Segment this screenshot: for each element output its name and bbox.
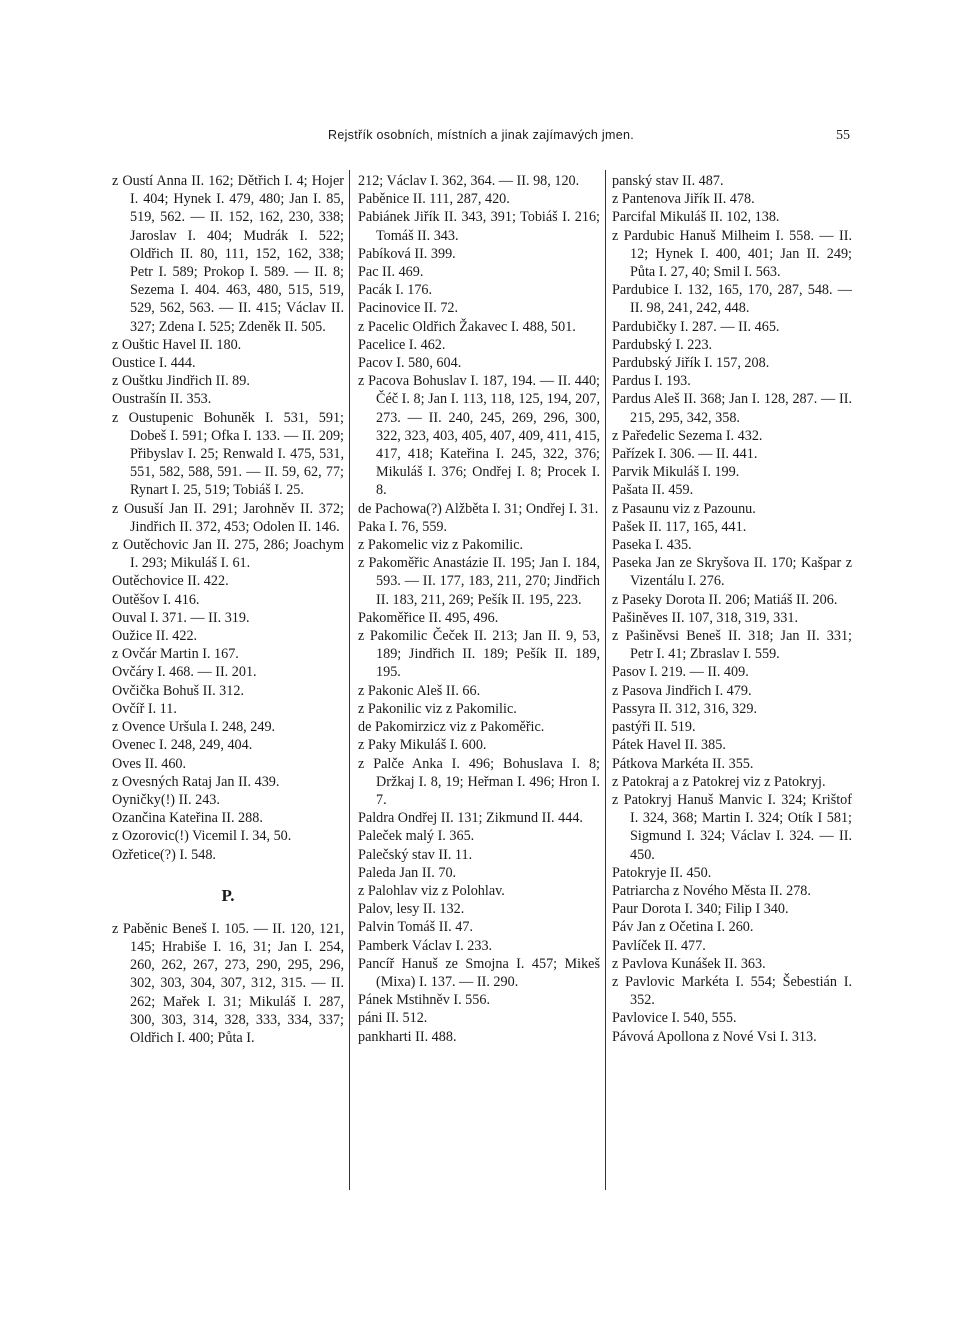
index-entry: z Pakoměřic Anastázie II. 195; Jan I. 184, 593. — II. 177, 183, 211, 270; Jindřich II. 183, 211, 269; Pešík II. 195, 223. [358,555,600,608]
index-entry: Outěchovice II. 422. [112,573,229,590]
index-entry: z Pacova Bohuslav I. 187, 194. — II. 440; Čéč I. 8; Jan I. 113, 118, 125, 194, 207, 273. — II. 240, 245, 269, 296, 300, 322, 323, 403, 405, 407, 409, 411, 415, 417, 418; Kateřina I. 245, 322, 376; Mikuláš I. 376; Ondřej I. 8; Procek I. 8. [358,373,600,499]
index-entry: Paseka Jan ze Skryšova II. 170; Kašpar z Vizentálu I. 276. [612,555,852,590]
index-entry: Pašek II. 117, 165, 441. [612,518,747,535]
index-entry: z Palče Anka I. 496; Bohuslava I. 8; Držkaj I. 8, 19; Heřman I. 496; Hron I. 7. [358,755,600,808]
index-entry: Paldra Ondřej II. 131; Zikmund II. 444. [358,810,583,827]
index-entry: Pátek Havel II. 385. [612,737,726,754]
index-entry: z Ovence Uršula I. 248, 249. [112,719,276,736]
index-entry: z Pařeđelic Sezema I. 432. [612,427,763,444]
index-entry: pankharti II. 488. [358,1028,457,1045]
index-entry: Oustrašín II. 353. [112,391,212,408]
index-column-1 [112,172,344,1047]
index-entry: Palvin Tomáš II. 47. [358,919,473,936]
index-entry: Ovenec I. 248, 249, 404. [112,737,253,754]
index-entry: Ozřetice(?) I. 548. [112,846,216,863]
index-entry: z Pakonic Aleš II. 66. [358,682,481,699]
index-entry: Patokryje II. 450. [612,864,712,881]
index-entry: z Pašiněvsi Beneš II. 318; Jan II. 331; Petr I. 41; Zbraslav I. 559. [612,628,852,663]
index-entry: de Pakomirzicz viz z Pakoměřic. [358,719,545,736]
index-entry: z Pantenova Jiřík II. 478. [612,191,755,208]
index-entry: Ovčička Bohuš II. 312. [112,682,244,699]
index-entry: z Pakomelic viz z Pakomilic. [358,537,524,554]
index-entry: Paleček malý I. 365. [358,828,475,845]
index-entry: Pardubský Jiřík I. 157, 208. [612,355,770,372]
index-entry: Palečský stav II. 11. [358,846,473,863]
index-entry: Pašata II. 459. [612,482,694,499]
index-entry: Oužice II. 422. [112,628,198,645]
index-entry: Pařízek I. 306. — II. 441. [612,446,758,463]
index-entry: Pacák I. 176. [358,282,433,299]
index-entry: z Palohlav viz z Polohlav. [358,882,505,899]
index-entry: z Oustí Anna II. 162; Dětřich I. 4; Hojer I. 404; Hynek I. 479, 480; Jan I. 85, 519, 562. — II. 152, 162, 230, 338; Jaroslav I. 404; Mudrák I. 522; Oldřich II. 80, 111, 152, 162, 338; Petr I. 589; Prokop I. 589. — II. 8; Sezema I. 404. 463, 480, 515, 519, 529, 562, 563. — II. 415; Václav II. 327; Zdena I. 525; Zdeněk II. 505. [112,173,344,335]
index-entry: z Ousuší Jan II. 291; Jarohněv II. 372; Jindřich II. 372, 453; Odolen II. 146. [112,500,344,535]
index-entry: Pamberk Václav I. 233. [358,937,493,954]
index-entry: Passyra II. 312, 316, 329. [612,700,758,717]
index-entry: Pardubice I. 132, 165, 170, 287, 548. — II. 98, 241, 242, 448. [612,282,852,317]
index-entry: Pávová Apollona z Nové Vsi I. 313. [612,1028,817,1045]
index-entry: Oustice I. 444. [112,355,196,372]
index-entry: Paur Dorota I. 340; Filip I 340. [612,901,789,918]
column-rule-2 [605,170,606,1190]
index-entry: Ovčíř I. 11. [112,700,177,717]
index-entry: 212; Václav I. 362, 364. — II. 98, 120. [358,173,580,189]
page-number: 55 [836,128,850,143]
index-entry: Pátkova Markéta II. 355. [612,755,754,772]
index-entry: Pabiánek Jiřík II. 343, 391; Tobiáš I. 216; Tomáš II. 343. [358,209,600,244]
index-entry: Pardus I. 193. [612,373,691,390]
index-entry: Páv Jan z Očetina I. 260. [612,919,754,936]
index-entry: pastýři II. 519. [612,719,696,736]
index-entry: z Pacelic Oldřich Žakavec I. 488, 501. [358,318,576,335]
index-entry: Parcifal Mikuláš II. 102, 138. [612,209,780,226]
index-entry: z Pavlovic Markéta I. 554; Šebestián I. 352. [612,973,852,1009]
index-entry: Pacov I. 580, 604. [358,355,462,372]
index-entry: Pacelice I. 462. [358,336,446,353]
index-entry: Paběnice II. 111, 287, 420. [358,191,510,208]
index-entry: Pancíř Hanuš ze Smojna I. 457; Mikeš (Mixa) I. 137. — II. 290. [358,955,600,990]
index-entry: z Pakonilic viz z Pakomilic. [358,700,517,717]
index-entry: Ouval I. 371. — II. 319. [112,609,250,626]
index-entry: z Oustupenic Bohuněk I. 531, 591; Dobeš I. 591; Ofka I. 133. — II. 209; Přibyslav I. 25; Renwald I. 475, 531, 551, 582, 588, 591. — II. 59, 62, 77; Rynart I. 25, 519; Tobiáš I. 25. [112,409,344,499]
index-entry: Pánek Mstihněv I. 556. [358,992,491,1009]
index-entry: páni II. 512. [358,1010,428,1027]
index-entry: Parvik Mikuláš I. 199. [612,464,740,481]
index-column-2 [358,172,600,1046]
index-entry: z Pavlova Kunášek II. 363. [612,955,766,972]
index-entry: Pavlovice I. 540, 555. [612,1010,737,1027]
index-entry: z Patokraj a z Patokrej viz z Patokryj. [612,773,826,790]
index-entry: Pakoměřice II. 495, 496. [358,609,499,626]
index-entry: z Paseky Dorota II. 206; Matiáš II. 206. [612,591,838,608]
index-entry: Pavlíček II. 477. [612,937,706,954]
index-entry: z Outěchovic Jan II. 275, 286; Joachym I. 293; Mikuláš I. 61. [112,537,344,572]
index-entry: Paseka I. 435. [612,537,692,554]
index-entry: Patriarcha z Nového Města II. 278. [612,882,811,899]
index-entry: z Pardubic Hanuš Milheim I. 558. — II. 12; Hynek I. 400, 401; Jan II. 249; Půta I. 27, 40; Smil I. 563. [612,227,852,281]
index-entry: Oves II. 460. [112,755,187,772]
index-entry: Pasov I. 219. — II. 409. [612,664,749,681]
index-entry: z Ozorovic(!) Vicemil I. 34, 50. [112,828,292,845]
index-entry: z Paběnic Beneš I. 105. — II. 120, 121, 145; Hrabiše I. 16, 31; Jan I. 254, 260, 262, 267, 273, 290, 295, 296, 302, 303, 304, 307, 312, 315. — II. 262; Mařek I. 31; Mikuláš I. 287, 300, 303, 314, 328, 333, 334, 337; Oldřich I. 400; Půta I. [112,920,344,1046]
index-column-3 [612,172,852,1046]
running-title: Rejstřík osobních, místních a jinak zajímavých jmen. [328,128,634,142]
index-entry: Oyničky(!) II. 243. [112,791,220,808]
index-entry: Paleda Jan II. 70. [358,864,457,881]
index-entry: Pardus Aleš II. 368; Jan I. 128, 287. — II. 215, 295, 342, 358. [612,391,852,426]
index-entry: Palov, lesy II. 132. [358,901,465,918]
column-rule-1 [349,170,350,1190]
section-letter: P. [221,885,235,905]
index-entry: Pabíková II. 399. [358,245,456,262]
index-entry: Pardubský I. 223. [612,336,713,353]
index-entry: z Ouštic Havel II. 180. [112,336,242,353]
page-header [112,128,850,148]
index-entry: z Ovesných Rataj Jan II. 439. [112,773,280,790]
index-entry: Pašiněves II. 107, 318, 319, 331. [612,609,798,626]
index-entry: z Pakomilic Čeček II. 213; Jan II. 9, 53, 189; Jindřich II. 189; Pešík II. 189, 195. [358,628,600,681]
index-entry: Pardubičky I. 287. — II. 465. [612,318,780,335]
index-entry: Ovčáry I. 468. — II. 201. [112,664,257,681]
index-entry: z Ouštku Jindřich II. 89. [112,373,250,390]
index-entry: Pacinovice II. 72. [358,300,459,317]
index-entry: Paka I. 76, 559. [358,518,448,535]
index-entry: Ozančina Kateřina II. 288. [112,810,263,827]
index-entry: z Patokryj Hanuš Manvic I. 324; Krištof I. 324, 368; Martin I. 324; Otík I 581; Sigmund I. 324; Václav I. 324. — II. 450. [612,791,852,863]
index-entry: z Pasaunu viz z Pazounu. [612,500,756,517]
index-entry: panský stav II. 487. [612,173,724,189]
index-entry: de Pachowa(?) Alžběta I. 31; Ondřej I. 31. [358,500,599,517]
index-entry: z Ovčár Martin I. 167. [112,646,239,663]
index-entry: Outěšov I. 416. [112,591,200,608]
index-entry: z Paky Mikuláš I. 600. [358,737,487,754]
index-entry: Pac II. 469. [358,264,424,281]
index-entry: z Pasova Jindřich I. 479. [612,682,752,699]
